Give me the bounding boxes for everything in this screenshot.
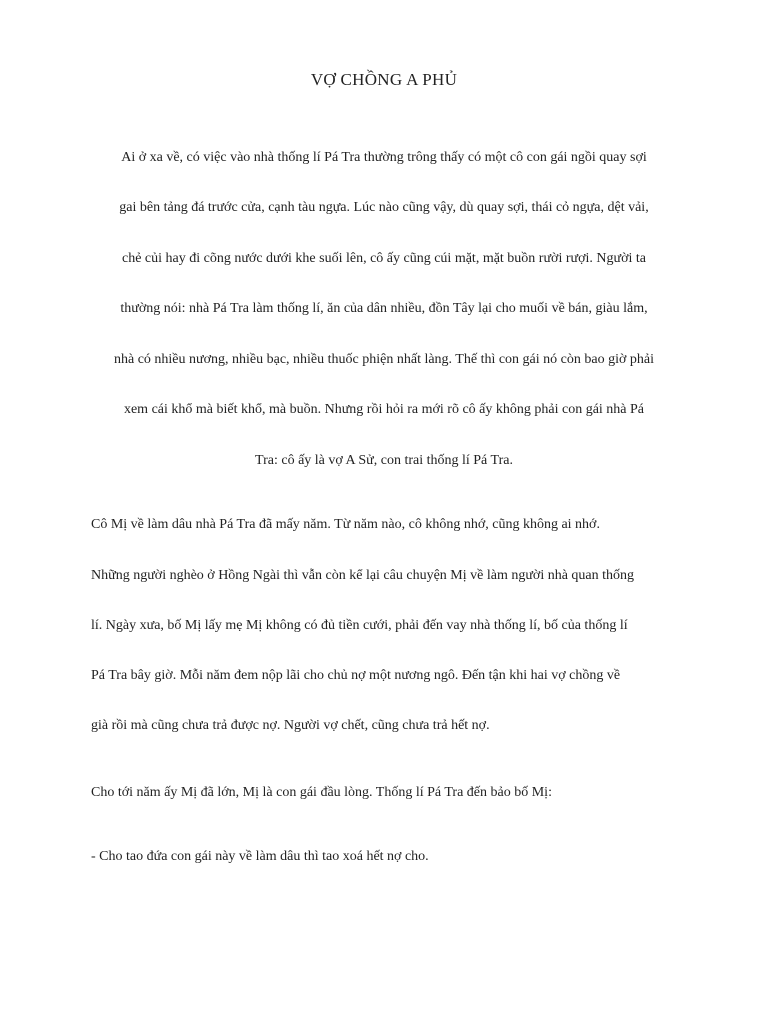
- paragraph-1-line-7: Tra: cô ấy là vợ A Sử, con trai thống lí Pá Tra.: [255, 453, 513, 468]
- paragraph-1-line-2: gai bên tảng đá trước cửa, cạnh tàu ngựa. Lúc nào cũng vậy, dù quay sợi, thái cỏ ngựa, dệt vải,: [119, 200, 649, 215]
- paragraph-1-line-5: nhà có nhiều nương, nhiều bạc, nhiều thuốc phiện nhất làng. Thế thì con gái nó còn bao giờ phải: [113, 352, 654, 367]
- paragraph-2-line-3: lí. Ngày xưa, bố Mị lấy mẹ Mị không có đủ tiền cưới, phải đến vay nhà thống lí, bố của thống lí: [91, 618, 628, 633]
- paragraph-3: Cho tới năm ấy Mị đã lớn, Mị là con gái đầu lòng. Thống lí Pá Tra đến bảo bố Mị:: [91, 785, 552, 800]
- paragraph-4: - Cho tao đứa con gái này về làm dâu thì tao xoá hết nợ cho.: [91, 849, 429, 864]
- paragraph-2-line-2: Những người nghèo ở Hồng Ngài thì vẫn còn kể lại câu chuyện Mị về làm người nhà quan thống: [91, 568, 635, 583]
- document-title: VỢ CHỒNG A PHỦ: [310, 70, 458, 89]
- paragraph-1-line-4: thường nói: nhà Pá Tra làm thống lí, ăn của dân nhiều, đồn Tây lại cho muối về bán, giàu lắm,: [120, 301, 648, 316]
- paragraph-1-line-1: Ai ở xa về, có việc vào nhà thống lí Pá Tra thường trông thấy có một cô con gái ngồi quay sợi: [121, 150, 647, 165]
- paragraph-2-line-4: Pá Tra bây giờ. Mỗi năm đem nộp lãi cho chủ nợ một nương ngô. Đến tận khi hai vợ chồng về: [91, 668, 621, 683]
- paragraph-1-line-3: chẻ củi hay đi cõng nước dưới khe suối lên, cô ấy cũng cúi mặt, mặt buồn rười rượi. Người ta: [121, 251, 646, 266]
- paragraph-2-line-5: già rồi mà cũng chưa trả được nợ. Người vợ chết, cũng chưa trả hết nợ.: [91, 718, 490, 733]
- paragraph-1-line-6: xem cái khổ mà biết khổ, mà buồn. Nhưng rồi hỏi ra mới rõ cô ấy không phải con gái nhà Pá: [123, 402, 645, 417]
- paragraph-2-line-1: Cô Mị về làm dâu nhà Pá Tra đã mấy năm. Từ năm nào, cô không nhớ, cũng không ai nhớ.: [91, 517, 600, 532]
